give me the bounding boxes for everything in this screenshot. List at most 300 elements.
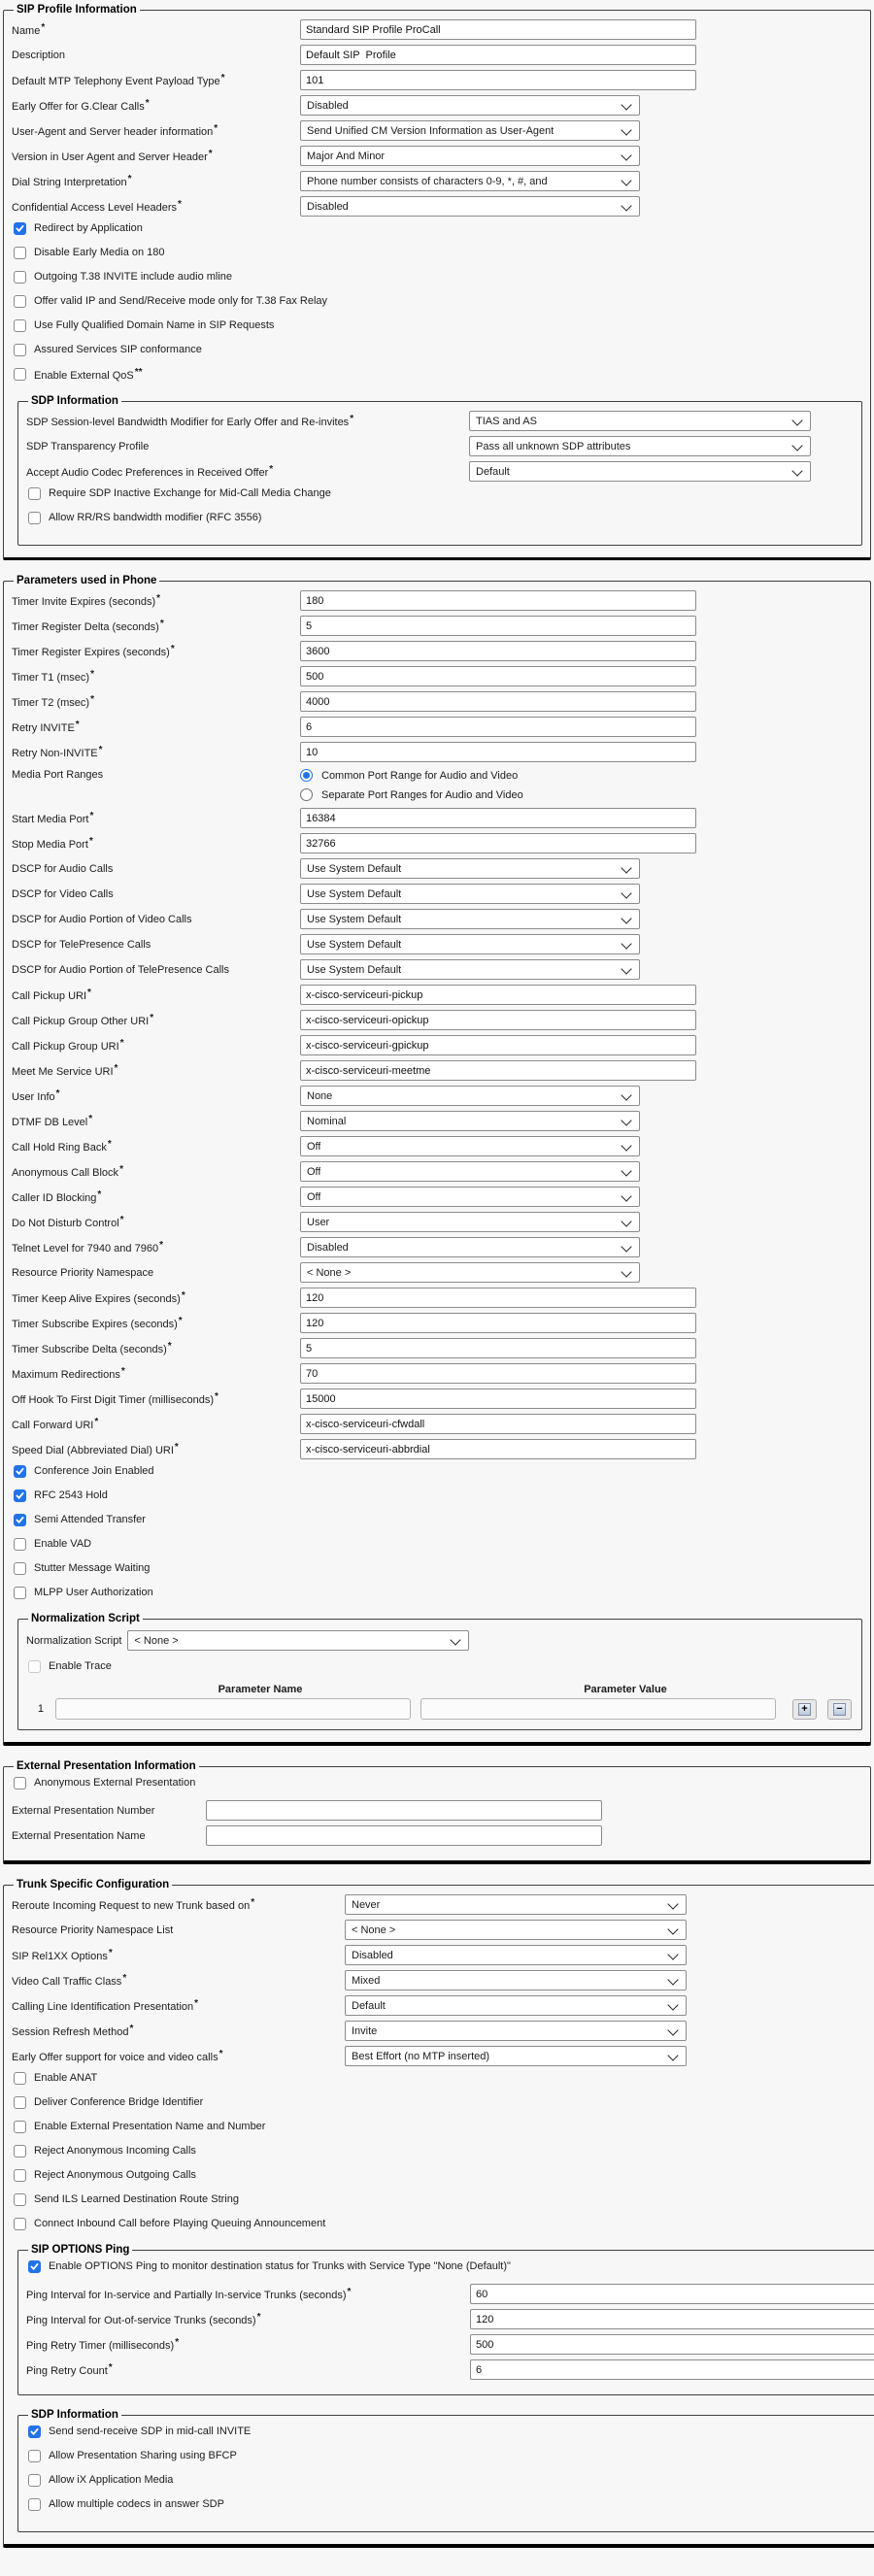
section-title: Trunk Specific Configuration	[17, 1879, 170, 1890]
chevron-down-icon	[667, 2024, 678, 2035]
call-pickup-group-uri-input[interactable]	[300, 1035, 696, 1055]
select-value: Use System Default	[307, 887, 402, 900]
required-marker: *	[94, 1417, 99, 1427]
field-label	[12, 1215, 300, 1229]
telnet-level-for-7940-and-7960-select[interactable]	[300, 1237, 640, 1257]
offer-valid-ip-and-send-receive-mode-only-for-t-38-fax-relay-checkbox[interactable]	[14, 294, 862, 308]
required-marker: *	[127, 174, 132, 184]
chevron-down-icon	[791, 440, 802, 451]
checkbox-label-text: RFC 2543 Hold	[34, 1489, 108, 1501]
checkbox-box-icon[interactable]	[14, 247, 26, 259]
allow-rr-rs-bandwidth-modifier-rfc-3556-checkbox[interactable]	[28, 511, 854, 524]
require-sdp-inactive-exchange-for-mid-call-media-change-checkbox[interactable]	[28, 486, 854, 500]
checkbox-box-icon[interactable]	[14, 1587, 26, 1599]
allow-presentation-sharing-using-bfcp-checkbox[interactable]	[28, 2449, 874, 2462]
select-value: Use System Default	[307, 963, 402, 976]
checkbox-box-icon[interactable]	[14, 2193, 26, 2206]
checkbox-box-icon[interactable]	[28, 2474, 41, 2487]
chevron-down-icon	[667, 1974, 678, 1985]
form-row	[12, 641, 862, 661]
rfc-2543-hold-checkbox[interactable]	[14, 1489, 862, 1502]
call-forward-uri-input[interactable]	[300, 1414, 696, 1434]
form-row	[26, 2334, 874, 2355]
field-label-text: Timer Subscribe Expires (seconds)	[12, 1319, 178, 1330]
field-label-text: Video Call Traffic Class	[12, 1976, 122, 1988]
call-pickup-uri-input[interactable]	[300, 985, 696, 1005]
disable-early-media-on-180-checkbox[interactable]	[14, 246, 862, 259]
subsection-sdp-information	[17, 2409, 874, 2532]
calling-line-identification-presentation-select[interactable]	[345, 1995, 687, 2016]
timer-invite-expires-seconds-input[interactable]	[300, 590, 696, 611]
off-hook-to-first-digit-timer-milliseconds-input[interactable]	[300, 1388, 696, 1409]
conference-join-enabled-checkbox[interactable]	[14, 1464, 862, 1478]
required-marker: *	[174, 1442, 179, 1453]
remove-parameter-button[interactable]	[827, 1699, 852, 1720]
field-label-text: Accept Audio Codec Preferences in Received Offer	[26, 467, 269, 479]
field-label-text: Timer Subscribe Delta (seconds)	[12, 1344, 167, 1355]
dial-string-interpretation-select[interactable]	[300, 171, 640, 191]
required-marker: *	[108, 2362, 113, 2373]
field-label	[26, 441, 469, 452]
checkbox-box-icon[interactable]	[28, 2498, 41, 2511]
form-row	[12, 1111, 862, 1131]
checkbox-box-icon[interactable]	[14, 344, 26, 356]
dscp-for-audio-portion-of-telepresence-calls-select[interactable]	[300, 959, 640, 980]
checkbox-box-icon[interactable]	[14, 1465, 26, 1478]
outgoing-t-38-invite-include-audio-mline-checkbox[interactable]	[14, 270, 862, 284]
resource-priority-namespace-select[interactable]	[300, 1262, 640, 1283]
add-parameter-button[interactable]	[792, 1699, 817, 1720]
resource-priority-namespace-list-select[interactable]	[345, 1920, 687, 1940]
anonymous-call-block-select[interactable]	[300, 1161, 640, 1182]
radio-button-icon[interactable]	[300, 788, 313, 801]
reroute-incoming-request-to-new-trunk-based-on-select[interactable]	[345, 1894, 687, 1915]
subsection-legend	[28, 1613, 143, 1624]
timer-keep-alive-expires-seconds-input[interactable]	[300, 1288, 696, 1308]
session-refresh-method-select[interactable]	[345, 2021, 687, 2041]
radio-button-icon[interactable]	[300, 769, 313, 782]
checkbox-label	[49, 2498, 224, 2510]
parameter-row-index: 1	[37, 1703, 44, 1715]
select-value: Disabled	[352, 1949, 393, 1961]
enable-external-presentation-name-and-number-checkbox[interactable]	[14, 2120, 874, 2133]
checkbox-label-text: Offer valid IP and Send/Receive mode only for T.38 Fax Relay	[34, 295, 328, 307]
allow-multiple-codecs-in-answer-sdp-checkbox[interactable]	[28, 2497, 874, 2511]
field-label-text: DTMF DB Level	[12, 1117, 88, 1128]
field-label-text: Description	[12, 49, 66, 61]
required-marker: *	[159, 1240, 163, 1251]
timer-t1-msec-input[interactable]	[300, 666, 696, 686]
section-title: External Presentation Information	[17, 1760, 196, 1772]
chevron-down-icon	[667, 1949, 678, 1959]
mlpp-user-authorization-checkbox[interactable]	[14, 1586, 862, 1599]
ping-interval-for-in-service-and-partially-in-service-trunks-seconds-input[interactable]	[470, 2284, 874, 2304]
checkbox-box-icon[interactable]	[14, 1538, 26, 1551]
required-marker: *	[215, 1391, 218, 1402]
required-marker: *	[170, 644, 175, 654]
dscp-for-video-calls-select[interactable]	[300, 884, 640, 904]
field-label	[26, 2287, 470, 2301]
chevron-down-icon	[621, 913, 631, 923]
form-row	[12, 1920, 874, 1940]
default-mtp-telephony-event-payload-type-input[interactable]	[300, 70, 696, 90]
form-row	[26, 411, 854, 431]
checkbox-label	[34, 1562, 150, 1574]
field-label-text: Retry INVITE	[12, 722, 75, 734]
field-label	[12, 1316, 300, 1330]
required-marker: *	[119, 1215, 124, 1225]
required-marker: *	[181, 1290, 185, 1301]
sdp-session-level-bandwidth-modifier-for-early-offer-and-re-invites-select[interactable]	[469, 411, 811, 431]
subsection-normalization-script	[17, 1613, 862, 1730]
radio-group	[300, 767, 523, 803]
field-label	[12, 2024, 345, 2038]
checkbox-label	[34, 247, 165, 258]
form-row	[12, 1388, 862, 1409]
common-port-range-for-audio-and-video-radio[interactable]	[300, 769, 523, 782]
select-value: Off	[307, 1165, 321, 1178]
connect-inbound-call-before-playing-queuing-announcement-checkbox[interactable]	[14, 2217, 874, 2230]
form-row	[12, 1414, 862, 1434]
field-label	[12, 694, 300, 709]
form-row	[12, 1970, 874, 1991]
use-fully-qualified-domain-name-in-sip-requests-checkbox[interactable]	[14, 318, 862, 332]
field-label-text: DSCP for Audio Portion of TelePresence Calls	[12, 963, 229, 976]
form-row	[12, 934, 862, 954]
name-input[interactable]	[300, 19, 696, 40]
subsection-title: SDP Information	[31, 2409, 118, 2421]
checkbox-label	[34, 222, 143, 234]
checkbox-box-icon[interactable]	[14, 2169, 26, 2182]
video-call-traffic-class-select[interactable]	[345, 1970, 687, 1991]
select-value: Mixed	[352, 1974, 381, 1987]
checkbox-label-text: Use Fully Qualified Domain Name in SIP Requests	[34, 319, 275, 331]
field-label	[12, 22, 300, 37]
form-row	[12, 1894, 874, 1915]
checkbox-label-text: Enable ANAT	[34, 2072, 98, 2084]
form-row	[12, 1161, 862, 1182]
field-label	[12, 811, 300, 825]
chevron-down-icon	[667, 2050, 678, 2060]
maximum-redirections-input[interactable]	[300, 1363, 696, 1384]
checkbox-box-icon[interactable]	[14, 1489, 26, 1502]
timer-t2-msec-input[interactable]	[300, 691, 696, 712]
start-media-port-input[interactable]	[300, 808, 696, 828]
chevron-down-icon	[621, 1115, 631, 1125]
field-label	[12, 123, 300, 138]
early-offer-support-for-voice-and-video-calls-select[interactable]	[345, 2046, 687, 2066]
field-label	[12, 1998, 345, 2013]
do-not-disturb-control-select[interactable]	[300, 1212, 640, 1232]
section-title: SIP Profile Information	[17, 4, 137, 16]
call-hold-ring-back-select[interactable]	[300, 1136, 640, 1156]
checkbox-label	[34, 2121, 265, 2132]
redirect-by-application-checkbox[interactable]	[14, 221, 862, 235]
select-value: < None >	[352, 1924, 396, 1936]
timer-register-delta-seconds-input[interactable]	[300, 616, 696, 636]
checkbox-box-icon[interactable]	[14, 1562, 26, 1575]
required-marker: *	[107, 1139, 112, 1150]
stutter-message-waiting-checkbox[interactable]	[14, 1561, 862, 1575]
field-label-text: Session Refresh Method	[12, 2026, 129, 2038]
required-marker: *	[208, 149, 213, 159]
form-row	[26, 461, 854, 482]
field-label	[12, 1897, 345, 1912]
subsection-title: SDP Information	[31, 395, 118, 407]
field-label-text: Timer Register Delta (seconds)	[12, 621, 159, 633]
form-row	[12, 95, 862, 116]
section-legend	[14, 1760, 199, 1772]
parameter-name-header: Parameter Name	[218, 1684, 303, 1695]
field-label	[26, 2312, 470, 2326]
field-label-text: Calling Line Identification Presentation	[12, 2001, 194, 2013]
field-label	[12, 174, 300, 188]
enable-vad-checkbox[interactable]	[14, 1537, 862, 1551]
checkbox-box-icon[interactable]	[14, 295, 26, 308]
field-label-text: Timer Keep Alive Expires (seconds)	[12, 1293, 181, 1305]
required-marker: *	[120, 1366, 125, 1377]
sdp-transparency-profile-select[interactable]	[469, 436, 811, 456]
send-send-receive-sdp-in-mid-call-invite-checkbox[interactable]	[28, 2425, 874, 2438]
field-label	[12, 914, 300, 925]
field-label	[12, 767, 300, 781]
checkbox-box-icon[interactable]	[14, 2072, 26, 2085]
send-ils-learned-destination-route-string-checkbox[interactable]	[14, 2192, 874, 2206]
semi-attended-transfer-checkbox[interactable]	[14, 1513, 862, 1526]
enable-options-ping-to-monitor-destination-status-for-trunks-with-service-type-none-default-checkbox[interactable]	[28, 2259, 874, 2273]
form-row	[12, 146, 862, 166]
checkbox-label	[34, 1514, 146, 1525]
form-row	[12, 171, 862, 191]
anonymous-external-presentation-checkbox[interactable]	[14, 1776, 862, 1790]
field-label-text: Version in User Agent and Server Header	[12, 151, 208, 163]
timer-register-expires-seconds-input[interactable]	[300, 641, 696, 661]
form-row	[12, 196, 862, 217]
deliver-conference-bridge-identifier-checkbox[interactable]	[14, 2095, 874, 2109]
select-value: Use System Default	[307, 913, 402, 925]
enable-anat-checkbox[interactable]	[14, 2071, 874, 2085]
accept-audio-codec-preferences-in-received-offer-select[interactable]	[469, 461, 811, 482]
field-label-text: Ping Retry Timer (milliseconds)	[26, 2340, 175, 2352]
allow-ix-application-media-checkbox[interactable]	[28, 2473, 874, 2487]
required-marker: *	[88, 836, 93, 847]
field-label	[12, 1290, 300, 1305]
select-value: User	[307, 1216, 330, 1228]
ping-interval-for-out-of-service-trunks-seconds-input[interactable]	[470, 2309, 874, 2329]
parameter-value-input[interactable]	[420, 1698, 776, 1720]
dscp-for-audio-portion-of-video-calls-select[interactable]	[300, 909, 640, 929]
check-icon	[16, 1516, 24, 1523]
normalization-script-select[interactable]	[127, 1630, 469, 1651]
retry-invite-input[interactable]	[300, 717, 696, 737]
subsection-sdp-information	[17, 395, 862, 546]
required-marker: *	[55, 1088, 60, 1099]
required-marker: *	[256, 2312, 261, 2323]
field-label-text: SDP Transparency Profile	[26, 440, 150, 452]
checkbox-box-icon[interactable]	[14, 2218, 26, 2230]
checkbox-label-text: Send send-receive SDP in mid-call INVITE	[49, 2425, 252, 2437]
form-row	[12, 666, 862, 686]
form-row	[12, 1086, 862, 1106]
parameter-row	[26, 1698, 854, 1720]
field-label	[12, 1189, 300, 1204]
timer-subscribe-expires-seconds-input[interactable]	[300, 1313, 696, 1333]
checkbox-label-text: Send ILS Learned Destination Route String	[34, 2193, 239, 2205]
dscp-for-telepresence-calls-select[interactable]	[300, 934, 640, 954]
checkbox-box-icon[interactable]	[14, 1514, 26, 1526]
required-marker: *	[350, 414, 354, 424]
required-marker: *	[220, 73, 225, 84]
speed-dial-abbreviated-dial-uri-input[interactable]	[300, 1439, 696, 1459]
subsection-legend	[28, 2409, 121, 2421]
required-marker: *	[167, 1341, 172, 1352]
section-sip-profile-information	[3, 4, 871, 560]
chevron-down-icon	[621, 1140, 631, 1151]
checkbox-label	[34, 1587, 153, 1598]
retry-non-invite-input[interactable]	[300, 742, 696, 762]
stop-media-port-input[interactable]	[300, 833, 696, 853]
checkbox-box-icon[interactable]	[28, 2260, 41, 2273]
call-pickup-group-other-uri-input[interactable]	[300, 1010, 696, 1030]
confidential-access-level-headers-select[interactable]	[300, 196, 640, 217]
checkbox-box-icon[interactable]	[14, 319, 26, 332]
early-offer-for-g-clear-calls-select[interactable]	[300, 95, 640, 116]
form-row	[12, 616, 862, 636]
required-marker: *	[90, 694, 94, 705]
field-label-text: DSCP for TelePresence Calls	[12, 938, 151, 951]
ping-retry-timer-milliseconds-input[interactable]	[470, 2334, 874, 2355]
meet-me-service-uri-input[interactable]	[300, 1060, 696, 1081]
field-label	[12, 1240, 300, 1255]
form-row	[12, 1313, 862, 1333]
parameter-name-input[interactable]	[55, 1698, 411, 1720]
reject-anonymous-incoming-calls-checkbox[interactable]	[14, 2144, 874, 2158]
checkbox-box-icon[interactable]	[28, 2425, 41, 2438]
description-input[interactable]	[300, 45, 696, 65]
field-label-text: Resource Priority Namespace	[12, 1266, 154, 1279]
dtmf-db-level-select[interactable]	[300, 1111, 640, 1131]
checkbox-label	[34, 344, 202, 355]
field-label	[12, 50, 300, 61]
external-presentation-number-input[interactable]	[206, 1800, 602, 1821]
select-value: Disabled	[307, 99, 349, 112]
required-marker: **	[134, 367, 143, 378]
field-label-text: Timer Invite Expires (seconds)	[12, 596, 156, 608]
field-label-text: Do Not Disturb Control	[12, 1218, 119, 1229]
field-label-text: External Presentation Number	[12, 1804, 155, 1817]
field-label-text: Early Offer for G.Clear Calls	[12, 101, 145, 113]
form-row	[12, 1945, 874, 1965]
user-agent-and-server-header-information-select[interactable]	[300, 120, 640, 141]
required-marker: *	[122, 1973, 127, 1984]
chevron-down-icon	[667, 1898, 678, 1909]
field-label	[12, 1267, 300, 1279]
required-marker: *	[145, 98, 150, 109]
dscp-for-audio-calls-select[interactable]	[300, 858, 640, 879]
required-marker: *	[159, 619, 164, 629]
version-in-user-agent-and-server-header-select[interactable]	[300, 146, 640, 166]
checkbox-box-icon[interactable]	[28, 512, 41, 524]
field-label-text: SIP Rel1XX Options	[12, 1951, 108, 1962]
reject-anonymous-outgoing-calls-checkbox[interactable]	[14, 2168, 874, 2182]
field-label-text: Dial String Interpretation	[12, 177, 127, 188]
checkbox-box-icon[interactable]	[14, 368, 26, 381]
checkbox-box-icon[interactable]	[14, 1777, 26, 1790]
form-row	[26, 2284, 874, 2304]
field-label	[12, 1088, 300, 1103]
field-label	[12, 644, 300, 658]
external-presentation-name-input[interactable]	[206, 1825, 602, 1846]
checkbox-label	[49, 1660, 112, 1672]
chevron-down-icon	[621, 175, 631, 185]
select-value: Pass all unknown SDP attributes	[476, 440, 631, 452]
checkbox-box-icon[interactable]	[14, 271, 26, 284]
assured-services-sip-conformance-checkbox[interactable]	[14, 343, 862, 356]
select-value: Best Effort (no MTP inserted)	[352, 2050, 490, 2062]
field-label	[12, 939, 300, 951]
field-label	[12, 1442, 300, 1456]
required-marker: *	[194, 1998, 199, 2009]
field-label	[12, 1805, 206, 1817]
parameter-table	[26, 1684, 854, 1720]
checkbox-label-text: Enable External QoS	[34, 370, 134, 382]
caller-id-blocking-select[interactable]	[300, 1187, 640, 1207]
separate-port-ranges-for-audio-and-video-radio[interactable]	[300, 788, 523, 801]
select-value: < None >	[307, 1266, 352, 1279]
checkbox-box-icon[interactable]	[14, 2145, 26, 2158]
required-marker: *	[218, 2049, 223, 2059]
form-row	[12, 19, 862, 40]
field-label-text: Confidential Access Level Headers	[12, 202, 177, 214]
checkbox-box-icon[interactable]	[28, 2450, 41, 2462]
select-value: Nominal	[307, 1115, 347, 1127]
field-label	[12, 1948, 345, 1962]
enable-trace-checkbox	[28, 1659, 854, 1673]
check-icon	[30, 2262, 39, 2270]
form-row	[26, 2359, 874, 2380]
checkbox-box-icon[interactable]	[28, 487, 41, 500]
field-label-text: Off Hook To First Digit Timer (milliseconds)	[12, 1394, 215, 1406]
form-row	[12, 1439, 862, 1459]
field-label	[12, 1417, 300, 1431]
required-marker: *	[89, 811, 94, 821]
checkbox-box-icon[interactable]	[14, 222, 26, 235]
checkbox-box-icon[interactable]	[14, 2121, 26, 2133]
select-value: Disabled	[307, 200, 349, 213]
enable-external-qos-checkbox[interactable]	[14, 367, 862, 382]
field-label	[12, 98, 300, 113]
user-info-select[interactable]	[300, 1086, 640, 1106]
field-label	[12, 888, 300, 900]
select-value: Never	[352, 1898, 381, 1911]
form-row	[12, 858, 862, 879]
sip-rel1xx-options-select[interactable]	[345, 1945, 687, 1965]
required-marker: *	[129, 2024, 134, 2034]
ping-retry-count-input[interactable]	[470, 2359, 874, 2380]
checkbox-label-text: Stutter Message Waiting	[34, 1562, 151, 1574]
subsection-sip-options-ping	[17, 2244, 874, 2395]
checkbox-box-icon[interactable]	[14, 2096, 26, 2109]
parameter-row-buttons	[792, 1699, 852, 1720]
field-label-text: Meet Me Service URI	[12, 1066, 114, 1078]
field-label-text: Early Offer support for voice and video calls	[12, 2052, 218, 2063]
section-parameters-used-in-phone	[3, 575, 871, 1746]
timer-subscribe-delta-seconds-input[interactable]	[300, 1338, 696, 1358]
checkbox-label-text: Enable External Presentation Name and Number	[34, 2121, 266, 2132]
required-marker: *	[108, 1948, 113, 1958]
checkbox-label	[34, 319, 274, 331]
field-label-text: Speed Dial (Abbreviated Dial) URI	[12, 1445, 174, 1456]
